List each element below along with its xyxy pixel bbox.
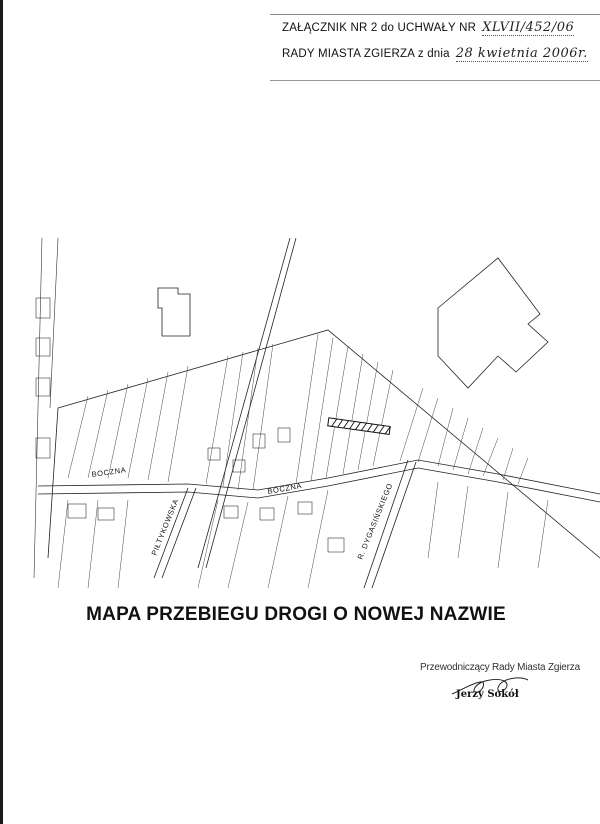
- document-header: [282, 20, 592, 72]
- street-label-piltykowska: PIŁTYKOWSKA: [149, 497, 181, 557]
- header-line-resolution: [282, 20, 592, 46]
- cadastral-map: [28, 238, 600, 598]
- building-outline-large: [438, 258, 548, 388]
- resolution-number: XLVII/452/06: [482, 20, 575, 35]
- header-divider-bottom: [270, 80, 600, 81]
- handwritten-signature: [450, 670, 530, 702]
- street-label-boczna: BOCZNA: [91, 465, 127, 479]
- signatory-name: Jerzy Sokół: [456, 689, 519, 700]
- header-line-council: [282, 46, 592, 72]
- signatory-office: Przewodniczący Rady Miasta Zgierza: [420, 662, 580, 673]
- highlighted-road: [328, 418, 391, 435]
- council-label: RADY MIASTA ZGIERZA z dnia: [282, 48, 450, 60]
- header-divider-top: [270, 14, 600, 15]
- document-title-text: MAPA PRZEBIEGU DROGI O NOWEJ NAZWIE: [86, 604, 506, 625]
- street-label-dygasinskiego: R. DYGASIŃSKIEGO: [355, 481, 395, 561]
- building-outline: [158, 288, 190, 336]
- document-title: [0, 604, 600, 626]
- railway-line-2: [206, 238, 296, 568]
- resolution-date: 28 kwietnia 2006r.: [455, 46, 588, 61]
- street-label-boczna-2: BOCZNA: [266, 481, 303, 496]
- scan-edge: [0, 0, 3, 824]
- resolution-label: ZAŁĄCZNIK NR 2 do UCHWAŁY NR: [282, 22, 477, 34]
